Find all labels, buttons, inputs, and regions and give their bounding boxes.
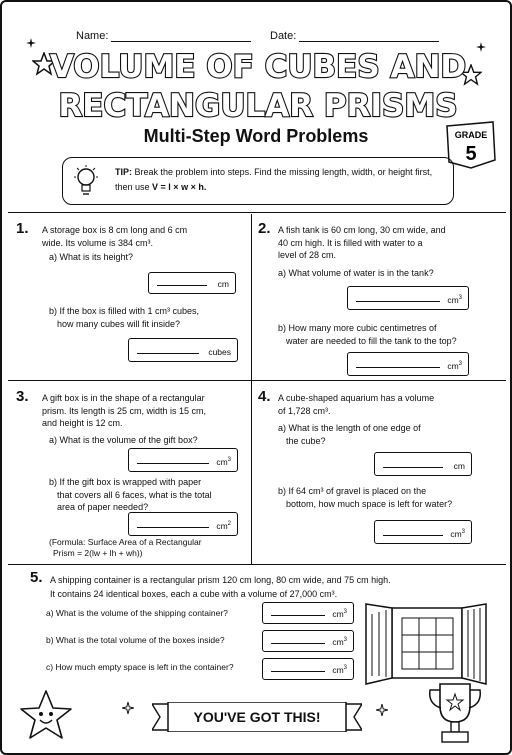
unit: cubes [208, 347, 231, 357]
unit: cm [332, 609, 344, 619]
question-number: 3. [16, 388, 29, 405]
question-line: that covers all 6 faces, what is the total [57, 489, 212, 500]
date-line[interactable] [299, 41, 439, 42]
unit: cm [450, 529, 462, 539]
answer-box-2b[interactable]: $cm^3$ [347, 352, 469, 376]
question-number: 2. [258, 220, 271, 237]
question-line: b) If the box is filled with 1 cm³ cubes, [49, 306, 200, 316]
question-line: level of 28 cm. [278, 250, 337, 260]
question-line: A gift box is in the shape of a rectangular [42, 393, 205, 403]
name-field[interactable] [76, 30, 251, 42]
part-a-text [278, 422, 421, 447]
question-line: b) If the gift box is wrapped with paper [49, 477, 202, 487]
unit: cm [217, 279, 229, 289]
sparkle-icon [376, 704, 388, 716]
divider [8, 212, 506, 213]
question-line: of 1,728 cm³. [278, 405, 331, 416]
smiling-star-icon [18, 688, 74, 744]
part-a-text: a) What is the volume of the shipping container? [46, 608, 228, 618]
name-label: Name: [76, 30, 109, 42]
part-b-text [278, 322, 457, 347]
unit: cm [332, 637, 344, 647]
shipping-container-icon [362, 598, 492, 688]
trophy-icon [422, 678, 488, 748]
answer-box-4a[interactable] [374, 452, 472, 476]
question-number: 5. [30, 569, 43, 586]
answer-box-2a[interactable]: $cm^3$ [347, 286, 469, 310]
part-b-text [278, 485, 452, 510]
worksheet-title [42, 44, 474, 124]
note-line: (Formula: Surface Area of a Rectangular [49, 537, 202, 547]
question-line: wide. Its volume is 384 cm³. [42, 237, 154, 248]
question-line: prism. Its length is 25 cm, width is 15 cm, [42, 405, 207, 416]
date-label: Date: [270, 30, 297, 42]
question-line: area of paper needed? [57, 502, 149, 512]
unit: cm [453, 461, 465, 471]
tip-text: Break the problem into steps. Find the missing length, width, or height first, then use [115, 167, 433, 192]
sparkle-icon [122, 702, 134, 714]
question-line: A fish tank is 60 cm long, 30 cm wide, and [278, 225, 446, 235]
subtitle: Multi-Step Word Problems [143, 126, 369, 146]
question-line: water are needed to fill the tank to the top? [286, 335, 457, 346]
question-line: A storage box is 8 cm long and 6 cm [42, 225, 188, 235]
part-a-text: a) What is the volume of the gift box? [49, 435, 198, 445]
question-text [42, 224, 187, 249]
unit: cm [216, 521, 228, 531]
sparkle-icon [476, 42, 486, 52]
question-line: and height is 12 cm. [42, 418, 123, 428]
encouragement-banner: YOU'VE GOT THIS! [193, 709, 321, 725]
part-b-text: b) What is the total volume of the boxes inside? [46, 635, 225, 645]
part-c-text: c) How much empty space is left in the container? [46, 662, 234, 672]
column-divider [251, 214, 252, 564]
name-line[interactable] [111, 41, 251, 42]
part-a-text: a) What volume of water is in the tank? [278, 268, 434, 278]
grade-label: GRADE [454, 130, 488, 140]
date-field[interactable] [270, 30, 439, 42]
sparkle-icon [26, 38, 36, 48]
title-line-1: VOLUME OF CUBES AND [49, 49, 467, 85]
lightbulb-icon [71, 164, 101, 198]
question-line: b) If 64 cm³ of gravel is placed on the [278, 486, 427, 496]
question-line: a) What is the length of one edge of [278, 423, 421, 433]
part-b-text [49, 305, 199, 330]
answer-box-5a[interactable]: $cm^3$ [262, 602, 354, 624]
divider [8, 564, 506, 565]
unit: cm [216, 457, 228, 467]
answer-box-1a[interactable] [148, 272, 236, 294]
question-line: A cube-shaped aquarium has a volume [278, 393, 435, 403]
question-line: how many cubes will fit inside? [57, 318, 181, 329]
question-line: 40 cm high. It is filled with water to a [278, 237, 423, 248]
note-line: Prism = 2(lw + lh + wh)) [53, 548, 143, 558]
question-text [42, 392, 206, 430]
question-number: 4. [258, 388, 271, 405]
title-line-2: RECTANGULAR PRISMS [58, 88, 458, 124]
unit: cm [447, 361, 459, 371]
answer-box-3b[interactable]: $cm^2$ [128, 512, 238, 536]
question-line: the cube? [286, 435, 326, 446]
divider [8, 380, 506, 381]
question-line: A shipping container is a rectangular prism 120 cm long, 80 cm wide, and 75 cm high. [50, 575, 391, 585]
question-line: bottom, how much space is left for water? [286, 498, 453, 509]
question-line: It contains 24 identical boxes, each a cube with a volume of 27,000 cm³. [50, 589, 338, 599]
question-line: b) How many more cubic centimetres of [278, 323, 437, 333]
tip-box [62, 157, 454, 205]
tip-label: TIP: [115, 167, 132, 177]
unit: cm [447, 295, 459, 305]
answer-box-1b[interactable] [128, 338, 238, 362]
answer-box-5c[interactable]: $cm^3$ [262, 658, 354, 680]
question-text [50, 573, 391, 601]
answer-box-4b[interactable]: $cm^3$ [374, 520, 472, 544]
question-text [278, 392, 434, 417]
answer-box-3a[interactable]: $cm^3$ [128, 448, 238, 472]
formula-note [49, 537, 202, 559]
part-a-text: a) What is its height? [49, 252, 134, 262]
tip-formula: V = l × w × h. [152, 182, 207, 192]
grade-number: 5 [465, 143, 477, 165]
question-text [278, 224, 446, 262]
question-number: 1. [16, 220, 29, 237]
unit: cm [332, 665, 344, 675]
part-b-text [49, 476, 212, 514]
answer-box-5b[interactable]: $cm^3$ [262, 630, 354, 652]
